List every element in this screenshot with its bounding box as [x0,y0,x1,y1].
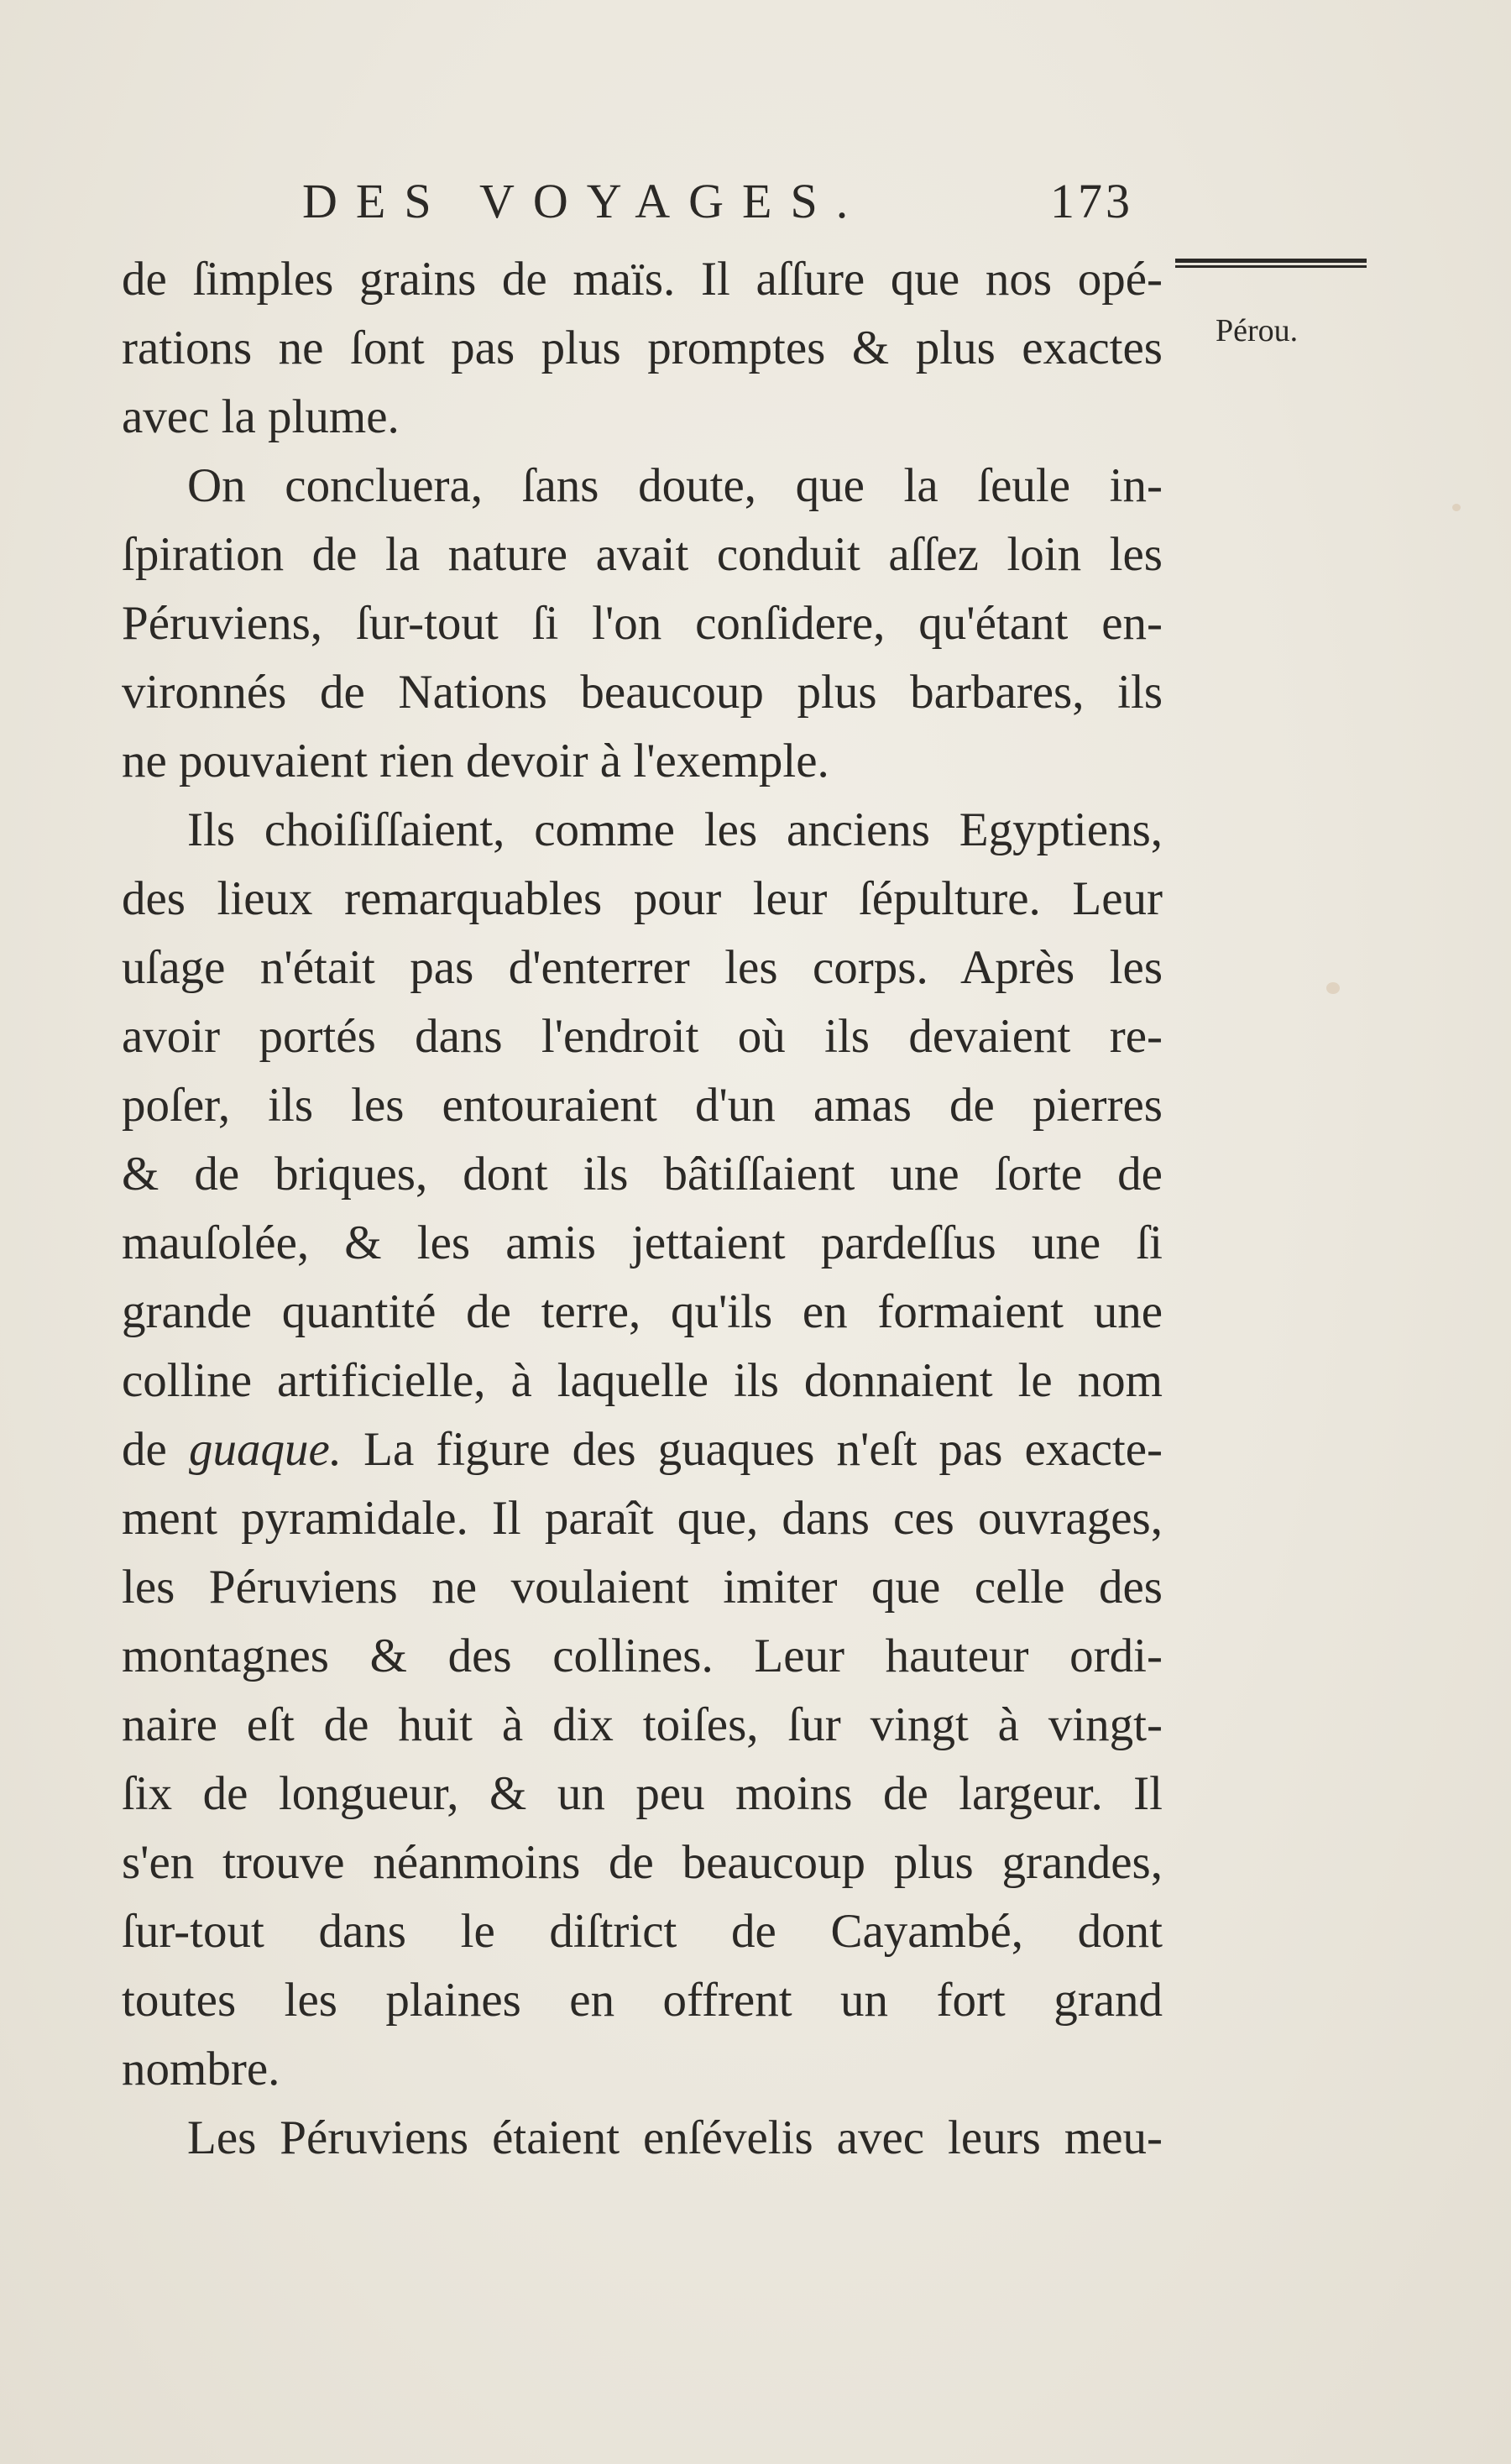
body-text [122,245,1163,2173]
text-line: ne pouvaient rien devoir à l'exemple. [122,735,829,787]
text-line [122,1415,1163,1484]
text-line: les Péruviens ne voulaient imiter que celle des [122,1561,1163,1614]
margin-rule [1175,255,1368,272]
text-line: avec la plume. [122,390,400,443]
text-line: ſpiration de la nature avait conduit aſſez loin les [122,528,1163,581]
text-line: s'en trouve néanmoins de beaucoup plus grandes, [122,1836,1163,1889]
running-head [302,168,1133,235]
text-line: rations ne ſont pas plus promptes & plus exactes [122,322,1163,374]
text-line: ſix de longueur, & un peu moins de largeur. Il [122,1767,1163,1820]
text-line: de ſimples grains de maïs. Il aſſure que nos opé- [122,253,1163,306]
paper-stain [1326,982,1340,994]
text-fragment: La figure des guaques n'eſt pas exacte- [363,1423,1163,1476]
text-line: colline artificielle, à laquelle ils donnaient le nom [122,1354,1163,1407]
text-line: uſage n'était pas d'enterrer les corps. Après les [122,941,1163,994]
paper-stain [1452,504,1461,511]
text-line: grande quantité de terre, qu'ils en formaient une [122,1285,1163,1338]
text-line: montagnes & des collines. Leur hauteur ordi- [122,1630,1163,1682]
text-fragment: de [122,1423,167,1476]
text-line: nombre. [122,2043,280,2095]
text-line: avoir portés dans l'endroit où ils devaient re- [122,1010,1163,1063]
text-line: poſer, ils les entouraient d'un amas de pierres [122,1079,1163,1132]
text-line: Péruviens, ſur-tout ſi l'on conſidere, qu'étant en- [122,597,1163,650]
text-line: & de briques, dont ils bâtiſſaient une ſorte de [122,1148,1163,1201]
text-line: vironnés de Nations beaucoup plus barbares, ils [122,666,1163,719]
text-line: ſur-tout dans le diſtrict de Cayambé, dont [122,1905,1163,1958]
page-number: 173 [1050,174,1133,228]
margin-note: Pérou. [1216,313,1299,348]
text-line: On concluera, ſans doute, que la ſeule in- [187,459,1163,512]
text-line: mauſolée, & les amis jettaient pardeſſus une ſi [122,1216,1163,1269]
italic-term-guaque: guaque. [188,1423,342,1476]
running-title: DES VOYAGES. [302,174,867,228]
text-line: ment pyramidale. Il paraît que, dans ces ouvrages, [122,1492,1163,1545]
text-line: Les Péruviens étaient enſévelis avec leurs meu- [187,2111,1163,2164]
text-line: Ils choiſiſſaient, comme les anciens Egyptiens, [187,803,1163,856]
text-line: des lieux remarquables pour leur ſépulture. Leur [122,872,1163,925]
text-line: naire eſt de huit à dix toiſes, ſur vingt à vingt- [122,1698,1163,1751]
text-line: toutes les plaines en offrent un fort grand [122,1974,1163,2027]
